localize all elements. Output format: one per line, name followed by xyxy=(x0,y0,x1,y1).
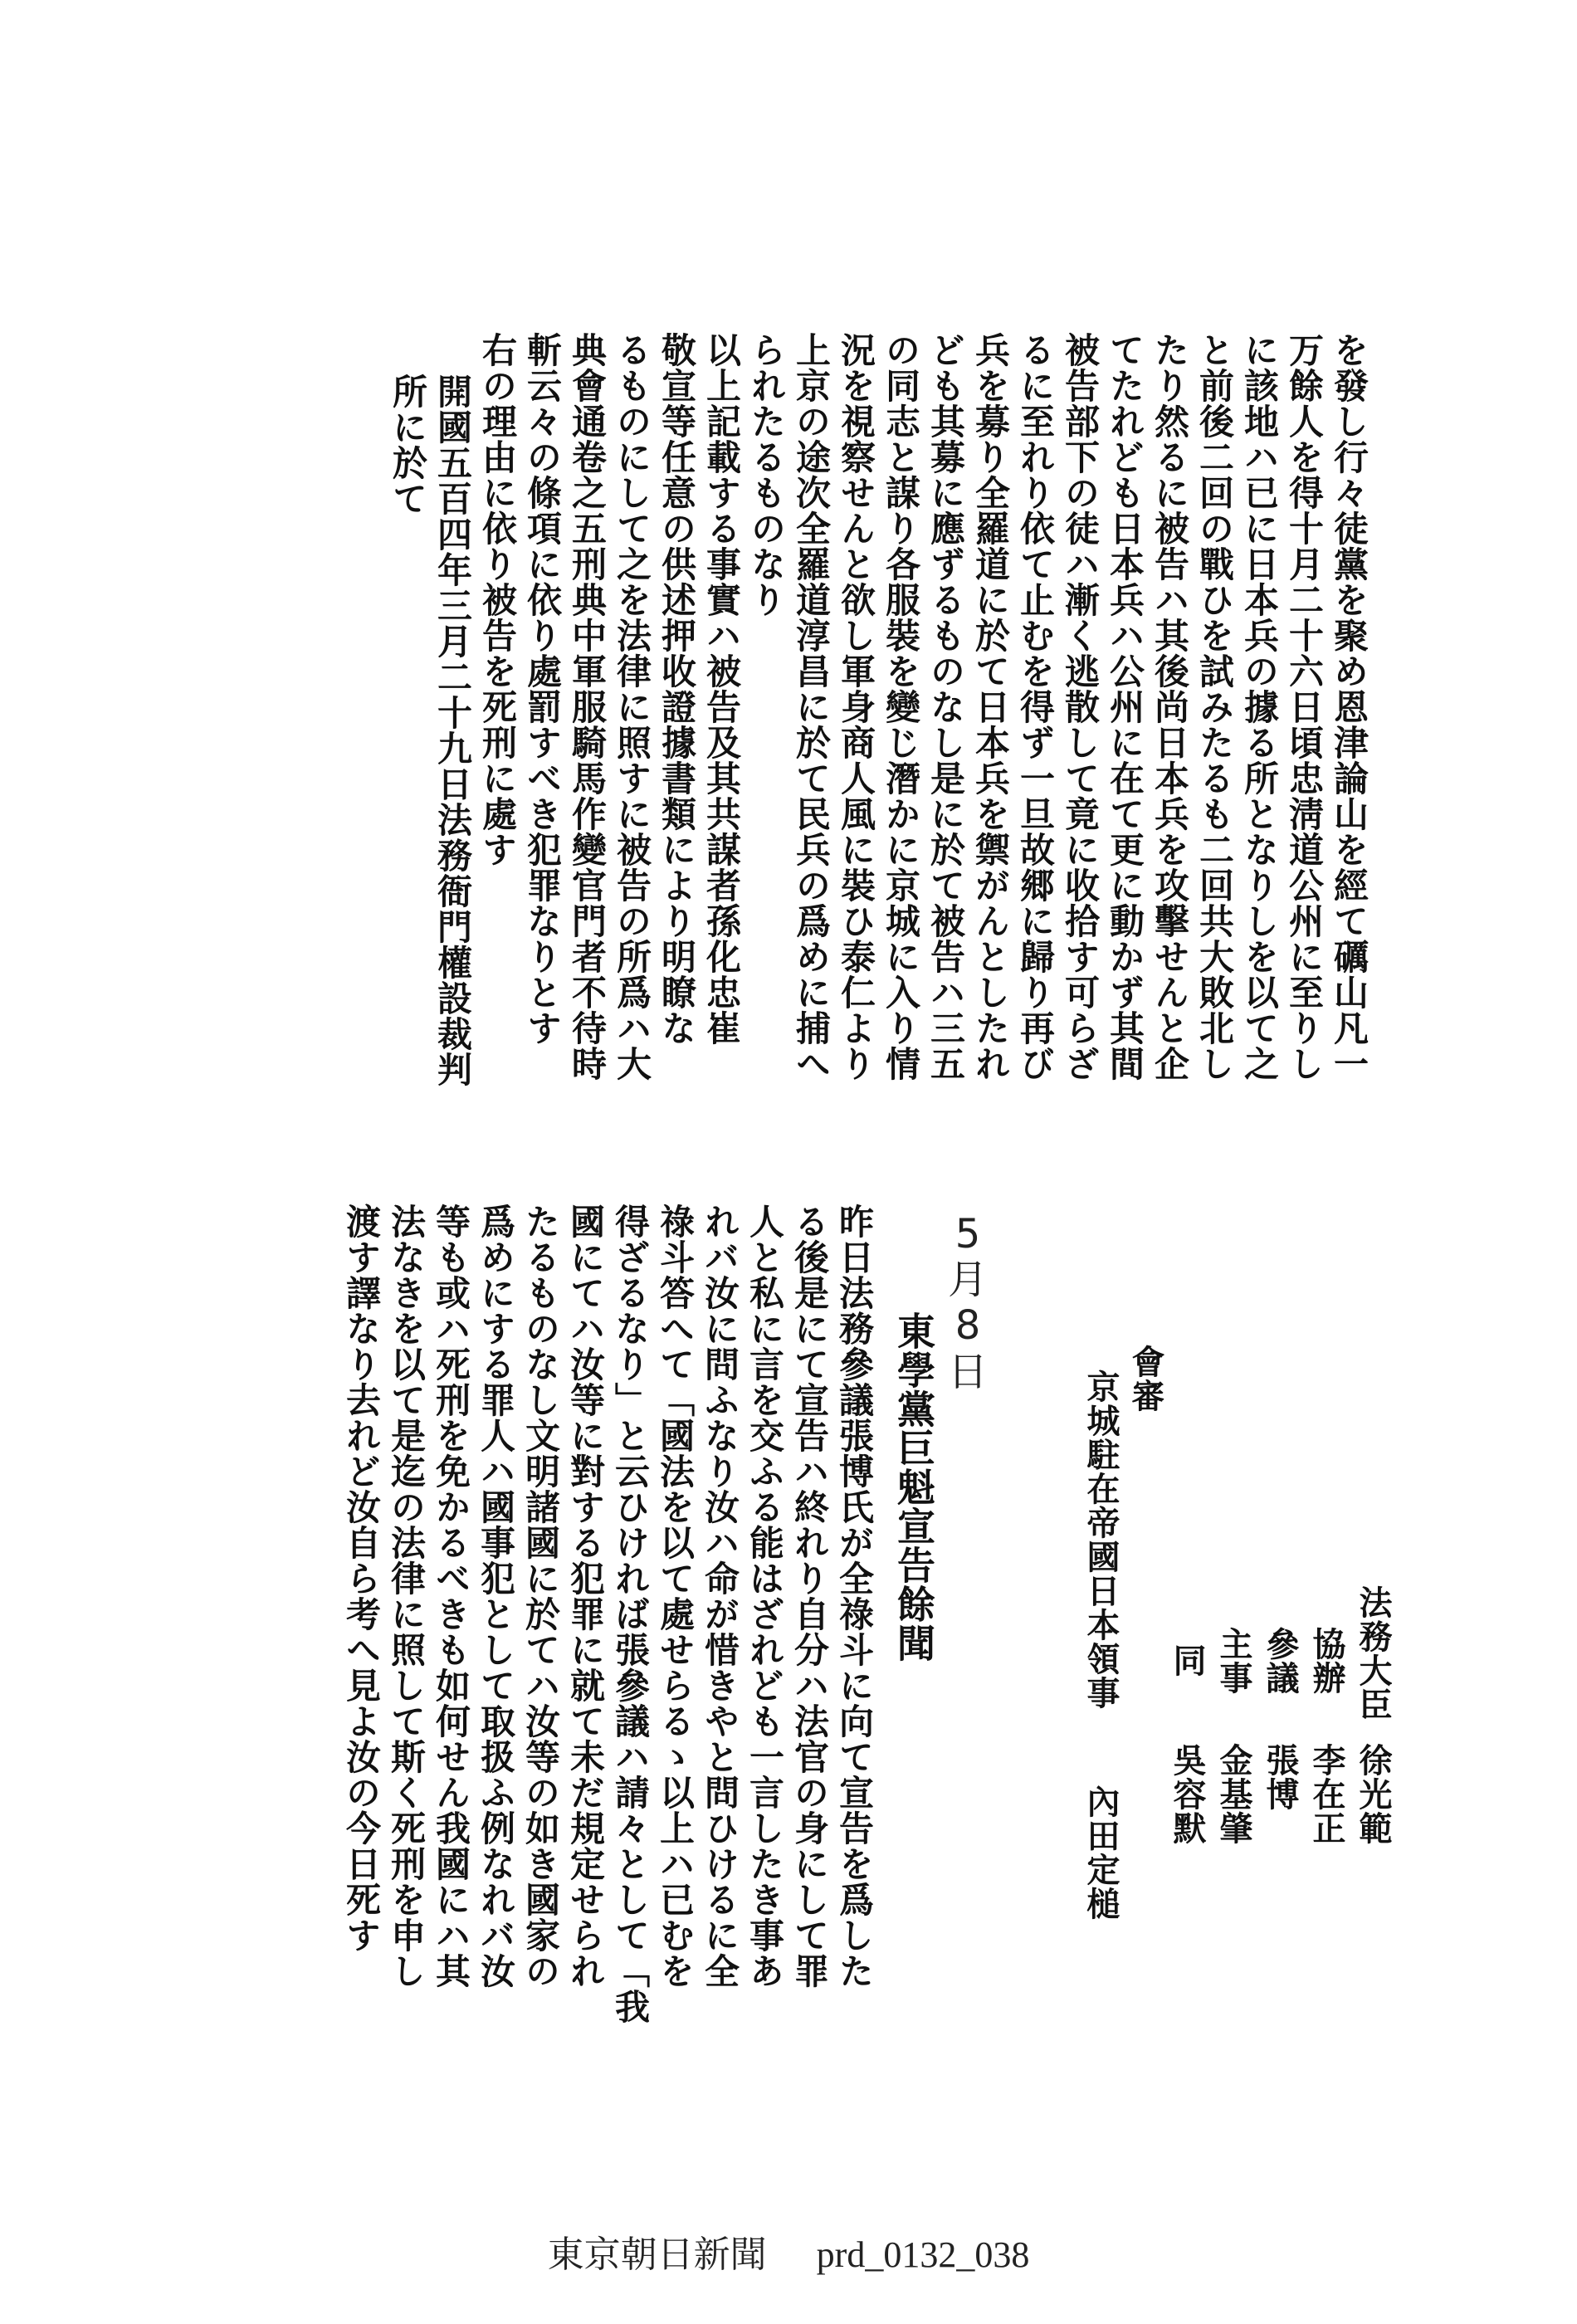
signatory-title: 法務大臣 xyxy=(1354,1585,1393,1721)
article-bottom-col: 爲めにする罪人ハ國事犯として取扱ふ例なれバ汝 xyxy=(476,1204,516,1989)
article-top-col: 上京の途次全羅道淳昌に於て民兵の爲めに捕へ xyxy=(791,332,832,1081)
signatory-name: 金基肇 xyxy=(1214,1743,1253,1845)
article-bottom-col: れバ汝に問ふなり汝ハ命が惜きやと問ひけるに全 xyxy=(700,1204,740,1989)
article-bottom-col: 祿斗答へて「國法を以て處せらるゝ以上ハ已むを xyxy=(655,1204,696,1989)
article-top-col: るものにして之を法律に照すに被告の所爲ハ大 xyxy=(612,332,652,1081)
signatory-title: 參議 xyxy=(1261,1627,1300,1695)
signatory-name: 張博 xyxy=(1261,1743,1300,1811)
attending-label: 會審 xyxy=(1126,1345,1165,1413)
article-top-col: ども其募に應ずるものなし是に於て被告ハ三五 xyxy=(925,332,966,1081)
article-top-col: 所に於て xyxy=(388,374,428,516)
signatory-name: 徐光範 xyxy=(1354,1743,1393,1845)
article-top-col: 敬宣等任意の供述押收證據書類により明瞭な xyxy=(657,332,697,1046)
article-top-col: たり然るに被告ハ其後尚日本兵を攻擊せんと企 xyxy=(1150,332,1190,1081)
article-top-col: てたれども日本兵ハ公州に在て更に動かず其間 xyxy=(1105,332,1145,1081)
date-label: 5 月 8 日 xyxy=(947,1211,988,1395)
consul-title: 京城駐在帝國日本領事 xyxy=(1081,1370,1120,1710)
article-top-col: られたるものなり xyxy=(746,332,787,618)
article-bottom-col: 國にてハ汝等に對する犯罪に就て未だ規定せられ xyxy=(565,1204,606,1989)
article-bottom-col: 人と私に言を交ふる能はざれども一言したき事あ xyxy=(745,1204,785,1989)
article-top-col: を發し行々徒黨を聚め恩津論山を經て礪山凡一 xyxy=(1329,332,1370,1081)
footer-code: prd_0132_038 xyxy=(816,2234,1030,2275)
article-top-col: 典會通卷之五刑典中軍服騎馬作變官門者不待時 xyxy=(567,332,608,1081)
article-bottom-col: 法なきを以て是迄の法律に照して斯く死刑を申し xyxy=(386,1204,427,1989)
article-bottom-col: る後是にて宣告ハ終れり自分ハ法官の身にして罪 xyxy=(789,1204,830,1989)
article-bottom-col: 昨日法務參議張博氏が全祿斗に向て宣告を爲した xyxy=(834,1204,875,1989)
article-top-col: に該地ハ已に日本兵の據る所となりしを以て之 xyxy=(1239,332,1280,1081)
article-headline: 東學黨巨魁宣告餘聞 xyxy=(891,1311,936,1662)
article-bottom-col: たるものなし文明諸國に於てハ汝等の如き國家の xyxy=(520,1204,561,1989)
signatory-title: 同 xyxy=(1168,1643,1207,1677)
article-top-col: 万餘人を得十月二十六日頃忠淸道公州に至りし xyxy=(1284,332,1325,1081)
article-top-col: 況を視察せんと欲し軍身商人風に裝ひ泰仁より xyxy=(836,332,876,1081)
article-top-col: の同志と謀り各服裝を變じ潛かに京城に入り情 xyxy=(881,332,921,1081)
page-footer xyxy=(0,2224,1577,2278)
article-top-col: 兵を募り全羅道に於て日本兵を禦がんとしたれ xyxy=(970,332,1011,1081)
signatory-title: 協辦 xyxy=(1307,1627,1346,1695)
signatory-name: 吳容默 xyxy=(1168,1743,1207,1845)
article-top-col: 右の理由に依り被告を死刑に處す xyxy=(477,332,518,867)
article-top-col: と前後二回の戰ひを試みたるも二回共大敗北し xyxy=(1194,332,1235,1081)
article-bottom-col: 渡す譯なり去れど汝自ら考へ見よ汝の今日死す xyxy=(341,1204,382,1953)
article-top-col: るに至れり依て止むを得ず一旦故郷に歸り再び xyxy=(1015,332,1056,1081)
signatory-title: 主事 xyxy=(1214,1627,1253,1695)
consul-name: 內田定槌 xyxy=(1081,1784,1120,1921)
article-bottom-col: 得ざるなり」と云ひければ張參議ハ請々として「我 xyxy=(610,1204,651,2024)
signatory-name: 李在正 xyxy=(1307,1743,1346,1845)
article-top-col: 被告部下の徒ハ漸く逃散して竟に收拾す可らざ xyxy=(1060,332,1101,1081)
article-bottom-col: 等も或ハ死刑を免かるべきも如何せん我國にハ其 xyxy=(431,1204,471,1989)
article-top-col: 開國五百四年三月二十九日法務衙門權設裁判 xyxy=(432,374,473,1087)
article-top-col: 以上記載する事實ハ被告及其共謀者孫化忠崔 xyxy=(701,332,742,1046)
footer-newspaper: 東京朝日新聞 xyxy=(547,2234,767,2275)
article-top-col: 斬云々の條項に依り處罰すべき犯罪なりとす xyxy=(522,332,563,1046)
